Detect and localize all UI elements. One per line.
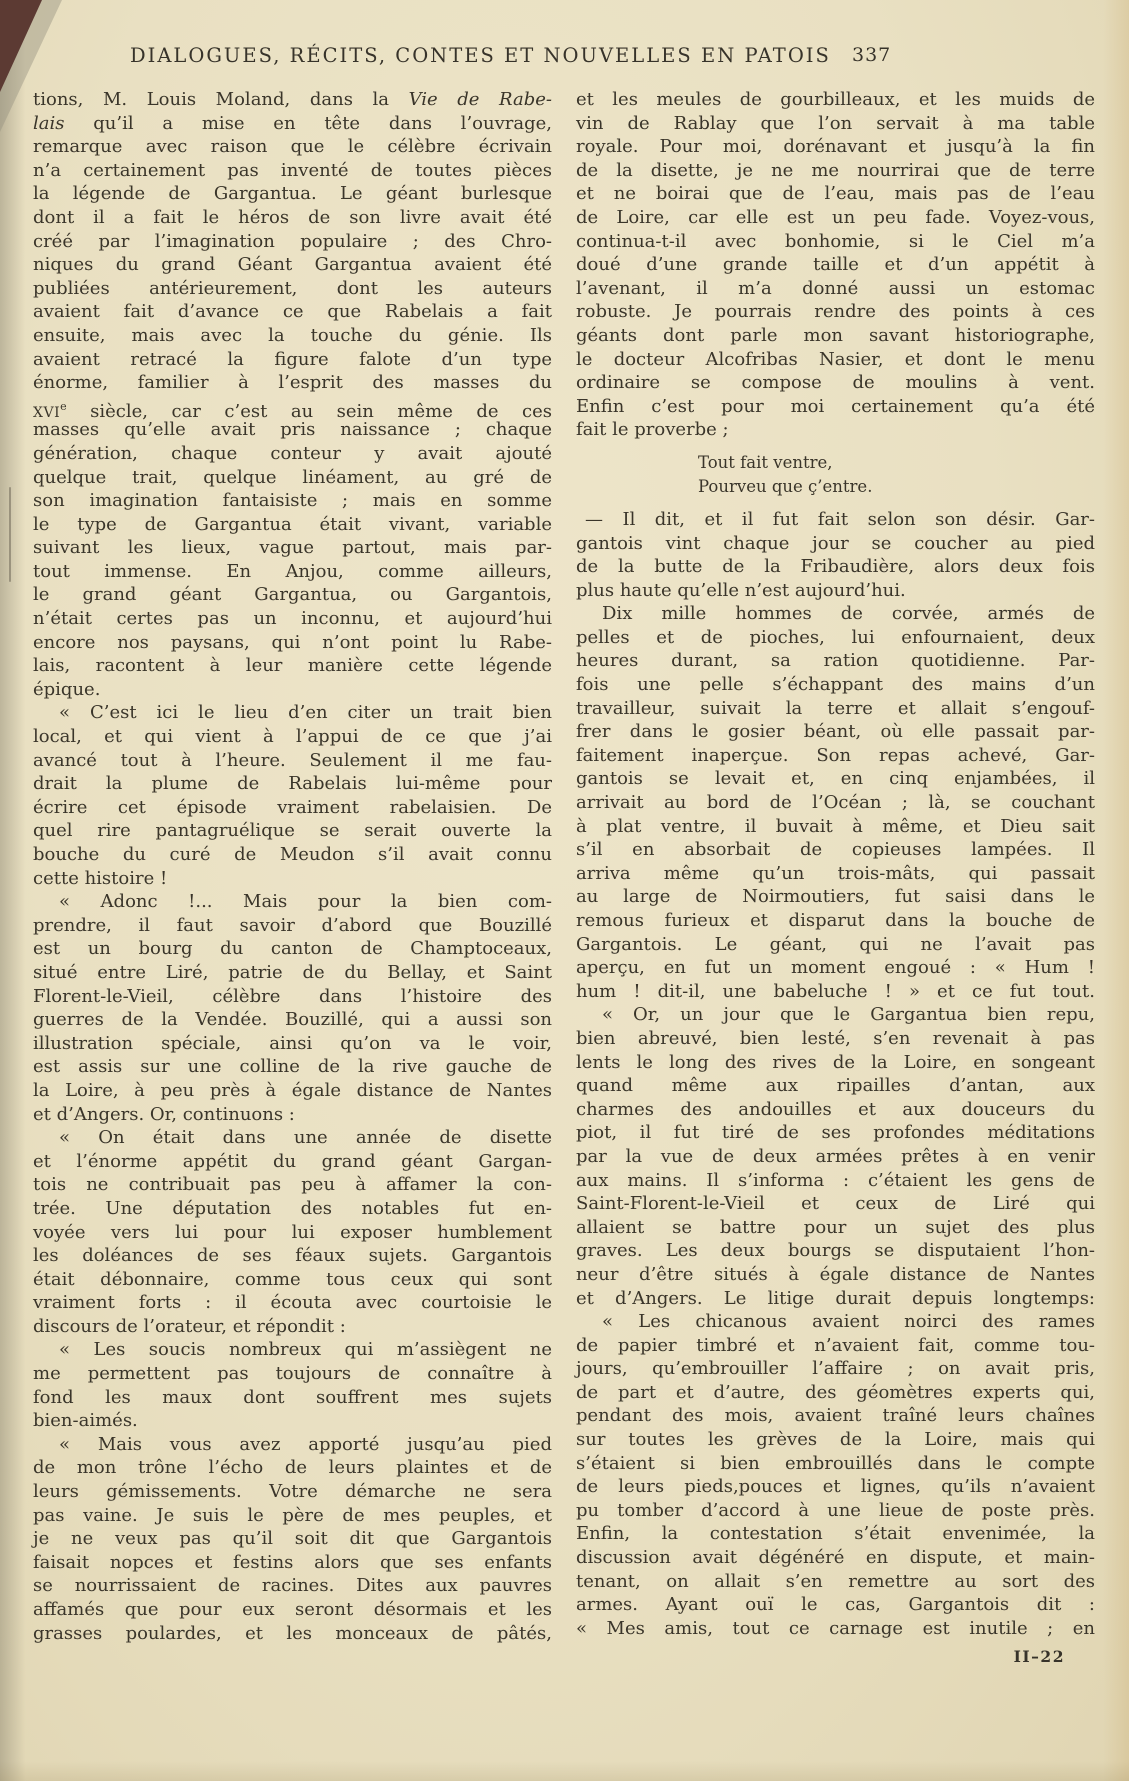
text-line: de Loire, car elle est un peu fade. Voyez-vous, <box>576 206 1095 228</box>
text-line: Tout fait ventre, <box>698 452 833 472</box>
text-line: s’il en absorbait de copieuses lampées. Il <box>576 839 1095 861</box>
text-line: doué d’une grande taille et d’un appétit à <box>576 254 1095 276</box>
text-line: son imagination fantaisiste ; mais en somme <box>33 490 552 512</box>
text-line: fait le proverbe ; <box>576 419 729 441</box>
text-line: masses qu’elle avait pris naissance ; chaque <box>33 419 552 441</box>
text-line: sur toutes les grèves de la Loire, mais qui <box>576 1429 1095 1451</box>
text-line: prendre, il faut savoir d’abord que Bouzillé <box>33 914 552 936</box>
text-line: géants dont parle mon savant historiographe, <box>576 324 1095 346</box>
text-line: lents le long des rives de la Loire, en songeant <box>576 1051 1095 1073</box>
running-head-title: DIALOGUES, RÉCITS, CONTES ET NOUVELLES EN PATOIS <box>130 44 831 67</box>
text-line: « Les chicanous avaient noirci des rames <box>602 1311 1095 1333</box>
text-line: n’était certes pas un inconnu, et aujourd’hui <box>33 608 552 630</box>
text-line: de leurs pieds,pouces et lignes, qu’ils n’avaient <box>576 1476 1095 1498</box>
text-line: « Mais vous avez apporté jusqu’au pied <box>59 1433 552 1455</box>
text-line: affamés que pour eux seront désormais et les <box>33 1599 552 1620</box>
text-line: tout immense. En Anjou, comme ailleurs, <box>33 560 552 582</box>
text-line: charmes des andouilles et aux douceurs du <box>576 1098 1095 1120</box>
text-line: plus haute qu’elle n’est aujourd’hui. <box>576 579 906 601</box>
text-line: XVIe siècle, car c’est au sein même de ces <box>33 399 552 422</box>
text-line: remarque avec raison que le célèbre écrivain <box>33 136 552 158</box>
text-line: est assis sur une colline de la rive gauche de <box>33 1056 552 1078</box>
text-line: bien abreuvé, bien lesté, s’en revenait à pas <box>576 1027 1095 1049</box>
text-line: créé par l’imagination populaire ; des Chro- <box>33 230 552 252</box>
text-line: énorme, familier à l’esprit des masses du <box>33 372 552 394</box>
text-line: « On était dans une année de disette <box>59 1127 552 1149</box>
text-line: discours de l’orateur, et répondit : <box>33 1315 346 1337</box>
text-line: quel rire pantagruélique se serait ouverte la <box>33 820 552 842</box>
text-line: armes. Ayant ouï le cas, Gargantois dit : <box>576 1594 1095 1616</box>
text-line: arriva même qu’un trois-mâts, qui passait <box>576 862 1095 884</box>
text-line: bien-aimés. <box>33 1410 138 1432</box>
text-line: vin de Rablay que l’on servait à ma table <box>576 112 1095 134</box>
page-number: 337 <box>852 44 892 66</box>
text-line: et l’énorme appétit du grand géant Gargan- <box>33 1150 552 1172</box>
text-line: le docteur Alcofribas Nasier, et dont le menu <box>576 348 1095 370</box>
text-line: situé entre Liré, patrie de du Bellay, et Saint <box>33 961 552 983</box>
text-line: illustration spéciale, ainsi qu’on va le voir, <box>33 1032 552 1054</box>
text-line: les doléances de ses féaux sujets. Gargantois <box>33 1245 552 1267</box>
text-line: aux mains. Il s’informa : c’étaient les gens de <box>576 1169 1095 1191</box>
text-line: dont il a fait le héros de son livre avait été <box>33 206 552 228</box>
text-line: local, et qui vient à l’appui de ce que j’ai <box>33 726 552 748</box>
text-line: robuste. Je pourrais rendre des points à ces <box>576 301 1095 323</box>
left-column <box>33 88 552 1645</box>
text-line: bouche du curé de Meudon s’il avait connu <box>33 844 552 865</box>
text-line: écrire cet épisode vraiment rabelaisien. De <box>33 796 552 818</box>
text-line: tenant, on allait s’en remettre au sort des <box>576 1570 1095 1592</box>
text-line: niques du grand Géant Gargantua avaient été <box>33 254 552 276</box>
page-right-edge-shadow <box>1103 0 1129 1781</box>
text-line: Saint-Florent-le-Vieil et ceux de Liré qui <box>576 1193 1095 1215</box>
text-line: — Il dit, et il fut fait selon son désir. Gar- <box>585 508 1095 530</box>
text-line: pu tomber d’accord à une lieue de poste près. <box>576 1499 1095 1521</box>
text-line: se nourrissaient de racines. Dites aux pauvres <box>33 1575 552 1597</box>
text-line: « Or, un jour que le Gargantua bien repu, <box>602 1004 1095 1026</box>
text-line: fond les maux dont souffrent mes sujets <box>33 1386 552 1408</box>
text-line: tions, M. Louis Moland, dans la Vie de Rabe- <box>33 89 553 110</box>
text-line: hum ! dit-il, une babeluche ! » et ce fut tout. <box>576 980 1095 1002</box>
text-line: me permettent pas toujours de connaître à <box>33 1363 552 1385</box>
text-line: Gargantois. Le géant, qui ne l’avait pas <box>576 933 1095 955</box>
text-line: gantois se levait et, en cinq enjambées, il <box>576 768 1095 790</box>
text-line: Dix mille hommes de corvée, armés de <box>602 603 1095 625</box>
text-line: remous furieux et disparut dans la bouche de <box>576 910 1095 931</box>
text-line: ensuite, mais avec la touche du génie. Ils <box>33 324 552 346</box>
text-line: avaient retracé la figure falote d’un type <box>33 348 552 370</box>
text-line: travailleur, suivait la terre et allait s’engouf- <box>576 697 1095 719</box>
text-line: Enfin c’est pour moi certainement qu’a été <box>576 395 1095 417</box>
volume-signature: II–22 <box>1013 1647 1065 1666</box>
text-line: pendant des mois, avaient traîné leurs chaînes <box>576 1405 1095 1427</box>
text-line: heures durant, sa ration quotidienne. Par- <box>576 650 1095 672</box>
text-line: de part et d’autre, des géomètres experts qui, <box>576 1381 1095 1403</box>
text-line: royale. Pour moi, dorénavant et jusqu’à la fin <box>576 136 1095 158</box>
text-line: gantois vint chaque jour se coucher au pied <box>576 532 1095 554</box>
text-line: au large de Noirmoutiers, fut saisi dans le <box>576 886 1095 908</box>
text-line: avancé tout à l’heure. Seulement il me fau- <box>33 749 552 771</box>
text-line: pelles et de pioches, lui enfournaient, deux <box>576 626 1095 648</box>
text-line: allaient se battre pour un sujet des plus <box>576 1216 1095 1238</box>
text-line: et d’Angers. Le litige durait depuis longtemps: <box>576 1287 1095 1309</box>
right-column <box>576 88 1095 1640</box>
text-line: lais qu’il a mise en tête dans l’ouvrage, <box>33 112 552 134</box>
text-line: guerres de la Vendée. Bouzillé, qui a aussi son <box>33 1009 552 1031</box>
text-line: et ne boirai que de l’eau, mais pas de l’eau <box>576 183 1095 205</box>
text-line: n’a certainement pas inventé de toutes pièces <box>33 159 552 181</box>
text-line: suivant les lieux, vague partout, mais par- <box>33 537 552 559</box>
text-line: Enfin, la contestation s’était envenimée, la <box>576 1523 1095 1545</box>
page-bottom-edge-shadow <box>0 1761 1129 1781</box>
text-line: et les meules de gourbilleaux, et les muids de <box>576 89 1095 110</box>
text-line: tois ne contribuait pas peu à affamer la con- <box>33 1174 552 1196</box>
text-line: continua-t-il avec bonhomie, si le Ciel m’a <box>576 230 1095 252</box>
text-line: vraiment forts : il écouta avec courtoisie le <box>33 1292 552 1314</box>
text-line: l’avenant, il m’a donné aussi un estomac <box>576 277 1095 299</box>
scan-scratch-artifact <box>9 487 11 582</box>
text-line: grasses poulardes, et les monceaux de pâtés, <box>33 1622 552 1644</box>
text-line: « C’est ici le lieu d’en citer un trait bien <box>59 702 552 724</box>
text-line: leurs gémissements. Votre démarche ne sera <box>33 1481 552 1503</box>
text-line: cette histoire ! <box>33 867 168 889</box>
text-line: quelque trait, quelque linéament, au gré de <box>33 466 552 488</box>
text-line: de mon trône l’écho de leurs plaintes et de <box>33 1457 552 1479</box>
text-line: voyée vers lui pour lui exposer humblement <box>33 1221 552 1243</box>
text-line: publiées antérieurement, dont les auteurs <box>33 277 552 299</box>
text-line: jours, qu’embrouiller l’affaire ; on avait pris, <box>576 1358 1095 1380</box>
running-head <box>0 44 1129 70</box>
text-line: s’étaient si bien embrouillés dans le compte <box>576 1452 1095 1474</box>
text-line: piot, il fut tiré de ses profondes méditations <box>576 1122 1095 1144</box>
text-line: de la butte de la Fribaudière, alors deux fois <box>576 556 1095 578</box>
text-line: quand même aux ripailles d’antan, aux <box>576 1075 1095 1097</box>
text-line: le grand géant Gargantua, ou Gargantois, <box>33 584 552 606</box>
text-line: « Adonc !... Mais pour la bien com- <box>59 891 552 913</box>
text-line: par la vue de deux armées prêtes à en venir <box>576 1145 1095 1167</box>
text-line: trée. Une députation des notables fut en- <box>33 1197 552 1219</box>
text-line: aperçu, en fut un moment engoué : « Hum ! <box>576 957 1095 979</box>
text-line: de la disette, je ne me nourrirai que de terre <box>576 159 1095 181</box>
page-left-edge-shadow <box>0 0 30 1781</box>
text-line: lais, racontent à leur manière cette légende <box>33 655 552 677</box>
text-line: graves. Les deux bourgs se disputaient l’hon- <box>576 1240 1095 1262</box>
text-line: Pourveu que ç’entre. <box>698 476 873 496</box>
text-line: je ne veux pas qu’il soit dit que Gargantois <box>33 1528 552 1550</box>
text-line: à plat ventre, il buvait à même, et Dieu sait <box>576 815 1095 837</box>
text-line: la légende de Gargantua. Le géant burlesque <box>33 183 552 205</box>
text-line: Florent-le-Vieil, célèbre dans l’histoire des <box>33 985 552 1007</box>
text-line: épique. <box>33 678 101 700</box>
text-line: neur d’être situés à égale distance de Nantes <box>576 1263 1095 1285</box>
text-line: ordinaire se compose de moulins à vent. <box>576 372 1095 394</box>
text-line: la Loire, à peu près à égale distance de Nantes <box>33 1079 552 1101</box>
text-line: avaient fait d’avance ce que Rabelais a fait <box>33 301 552 323</box>
text-line: et d’Angers. Or, continuons : <box>33 1103 295 1125</box>
text-line: était débonnaire, comme tous ceux qui sont <box>33 1268 552 1290</box>
text-line: « Les soucis nombreux qui m’assiègent ne <box>59 1339 552 1361</box>
text-line: faisait nopces et festins alors que ses enfants <box>33 1551 552 1573</box>
text-line: fois une pelle s’échappant des mains d’un <box>576 674 1095 696</box>
text-line: frer dans le gosier béant, où elle passait par- <box>576 721 1095 743</box>
text-line: pas vaine. Je suis le père de mes peuples, et <box>33 1504 552 1526</box>
text-line: le type de Gargantua était vivant, variable <box>33 513 552 535</box>
text-line: est un bourg du canton de Champtoceaux, <box>33 938 552 960</box>
text-line: « Mes amis, tout ce carnage est inutile ; en <box>576 1617 1095 1639</box>
text-line: faitement inaperçue. Son repas achevé, Gar- <box>576 744 1095 766</box>
text-line: drait la plume de Rabelais lui-même pour <box>33 773 552 795</box>
text-line: de papier timbré et n’avaient fait, comme tou- <box>576 1334 1095 1356</box>
text-line: génération, chaque conteur y avait ajouté <box>33 442 552 464</box>
text-line: arrivait au bord de l’Océan ; là, se couchant <box>576 792 1095 814</box>
text-line: discussion avait dégénéré en dispute, et main- <box>576 1547 1095 1569</box>
text-line: encore nos paysans, qui n’ont point lu Rabe- <box>33 631 552 653</box>
